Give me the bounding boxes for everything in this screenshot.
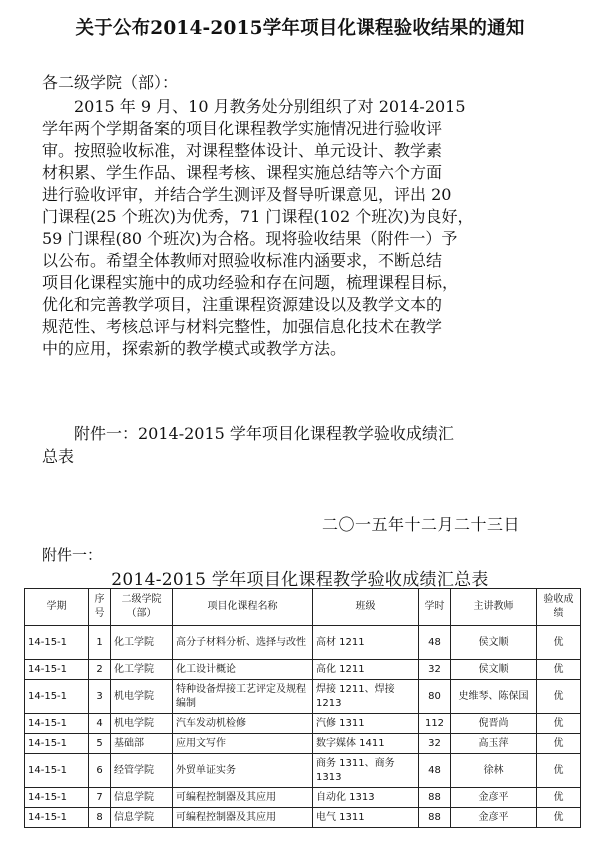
cell-seq: 6 <box>89 754 111 788</box>
cell-teacher: 侯文顺 <box>451 660 537 680</box>
cell-college: 经管学院 <box>111 754 173 788</box>
table-row <box>25 714 581 734</box>
header-hours: 学时 <box>419 589 451 626</box>
header-teacher: 主讲教师 <box>451 589 537 626</box>
cell-term: 14-15-1 <box>25 808 89 828</box>
cell-hours: 88 <box>419 788 451 808</box>
issue-date: 二〇一五年十二月二十三日 <box>322 515 521 534</box>
header-class: 班级 <box>313 589 419 626</box>
header-seq: 序号 <box>89 589 111 626</box>
body-line: 59 门课程(80 个班次)为合格。现将验收结果（附件一）予 <box>42 229 458 248</box>
cell-seq: 7 <box>89 788 111 808</box>
body-line: 门课程(25 个班次)为优秀，71 门课程(102 个班次)为良好， <box>42 207 474 226</box>
cell-college: 机电学院 <box>111 680 173 714</box>
header-course: 项目化课程名称 <box>173 589 313 626</box>
cell-seq: 3 <box>89 680 111 714</box>
cell-college: 化工学院 <box>111 626 173 660</box>
cell-class: 电气 1311 <box>313 808 419 828</box>
cell-course: 可编程控制器及其应用 <box>173 808 313 828</box>
notice-body <box>42 96 562 360</box>
cell-grade: 优 <box>537 680 581 714</box>
attachment-note-line: 附件一：2014-2015 学年项目化课程教学验收成绩汇 <box>74 424 454 443</box>
notice-title: 关于公布2014-2015学年项目化课程验收结果的通知 <box>75 18 525 39</box>
cell-class: 数字媒体 1411 <box>313 734 419 754</box>
table-row <box>25 788 581 808</box>
cell-teacher: 高玉萍 <box>451 734 537 754</box>
cell-seq: 5 <box>89 734 111 754</box>
cell-class: 高化 1211 <box>313 660 419 680</box>
cell-college: 化工学院 <box>111 660 173 680</box>
table-title: 2014-2015 学年项目化课程教学验收成绩汇总表 <box>111 570 489 590</box>
table-row <box>25 734 581 754</box>
cell-grade: 优 <box>537 734 581 754</box>
body-line: 项目化课程实施中的成功经验和存在问题，梳理课程目标， <box>42 273 459 292</box>
cell-class: 汽修 1311 <box>313 714 419 734</box>
body-line: 2015 年 9 月、10 月教务处分别组织了对 2014-2015 <box>74 97 466 116</box>
body-line: 进行验收评审，并结合学生测评及督导听课意见，评出 20 <box>42 185 452 204</box>
cell-grade: 优 <box>537 808 581 828</box>
cell-term: 14-15-1 <box>25 626 89 660</box>
cell-teacher: 史维琴、陈保国 <box>451 680 537 714</box>
cell-grade: 优 <box>537 626 581 660</box>
cell-seq: 1 <box>89 626 111 660</box>
table-header-row <box>25 589 581 626</box>
cell-grade: 优 <box>537 660 581 680</box>
body-line: 学年两个学期备案的项目化课程教学实施情况进行验收评 <box>42 119 443 138</box>
table-row <box>25 808 581 828</box>
table-row <box>25 754 581 788</box>
body-line: 以公布。希望全体教师对照验收标准内涵要求，不断总结 <box>42 251 443 270</box>
cell-hours: 80 <box>419 680 451 714</box>
header-term: 学期 <box>25 589 89 626</box>
cell-teacher: 倪晋尚 <box>451 714 537 734</box>
cell-seq: 2 <box>89 660 111 680</box>
cell-class: 高材 1211 <box>313 626 419 660</box>
cell-hours: 48 <box>419 754 451 788</box>
cell-teacher: 徐林 <box>451 754 537 788</box>
cell-class: 自动化 1313 <box>313 788 419 808</box>
cell-hours: 48 <box>419 626 451 660</box>
body-line: 材积累、学生作品、课程考核、课程实施总结等六个方面 <box>42 163 443 182</box>
cell-course: 外贸单证实务 <box>173 754 313 788</box>
table-row <box>25 626 581 660</box>
body-line: 审。按照验收标准，对课程整体设计、单元设计、教学素 <box>42 141 443 160</box>
cell-term: 14-15-1 <box>25 714 89 734</box>
cell-teacher: 金彦平 <box>451 808 537 828</box>
cell-term: 14-15-1 <box>25 680 89 714</box>
cell-class: 商务 1311、商务 1313 <box>313 754 419 788</box>
body-line: 中的应用，探索新的教学模式或教学方法。 <box>42 339 347 358</box>
summary-table <box>24 588 581 828</box>
cell-hours: 32 <box>419 734 451 754</box>
cell-college: 基础部 <box>111 734 173 754</box>
cell-course: 化工设计概论 <box>173 660 313 680</box>
cell-college: 机电学院 <box>111 714 173 734</box>
body-line: 优化和完善教学项目，注重课程资源建设以及教学文本的 <box>42 295 443 314</box>
cell-course: 应用文写作 <box>173 734 313 754</box>
cell-seq: 4 <box>89 714 111 734</box>
cell-hours: 32 <box>419 660 451 680</box>
body-line: 规范性、考核总评与材料完整性，加强信息化技术在教学 <box>42 317 443 336</box>
cell-seq: 8 <box>89 808 111 828</box>
attachment-note-line: 总表 <box>42 447 75 466</box>
cell-course: 可编程控制器及其应用 <box>173 788 313 808</box>
cell-college: 信息学院 <box>111 788 173 808</box>
header-grade: 验收成绩 <box>537 589 581 626</box>
cell-class: 焊接 1211、焊接 1213 <box>313 680 419 714</box>
cell-term: 14-15-1 <box>25 788 89 808</box>
greeting: 各二级学院（部）： <box>42 73 179 92</box>
cell-hours: 112 <box>419 714 451 734</box>
table-row <box>25 660 581 680</box>
cell-college: 信息学院 <box>111 808 173 828</box>
cell-teacher: 金彦平 <box>451 788 537 808</box>
cell-teacher: 侯文顺 <box>451 626 537 660</box>
cell-grade: 优 <box>537 788 581 808</box>
header-college: 二级学院（部） <box>111 589 173 626</box>
cell-term: 14-15-1 <box>25 754 89 788</box>
cell-term: 14-15-1 <box>25 660 89 680</box>
attachment-note <box>42 422 562 468</box>
cell-course: 特种设备焊接工艺评定及规程编制 <box>173 680 313 714</box>
attachment-label: 附件一： <box>42 546 103 564</box>
cell-grade: 优 <box>537 714 581 734</box>
cell-hours: 88 <box>419 808 451 828</box>
table-row <box>25 680 581 714</box>
cell-course: 高分子材料分析、选择与改性 <box>173 626 313 660</box>
cell-course: 汽车发动机检修 <box>173 714 313 734</box>
cell-term: 14-15-1 <box>25 734 89 754</box>
cell-grade: 优 <box>537 754 581 788</box>
